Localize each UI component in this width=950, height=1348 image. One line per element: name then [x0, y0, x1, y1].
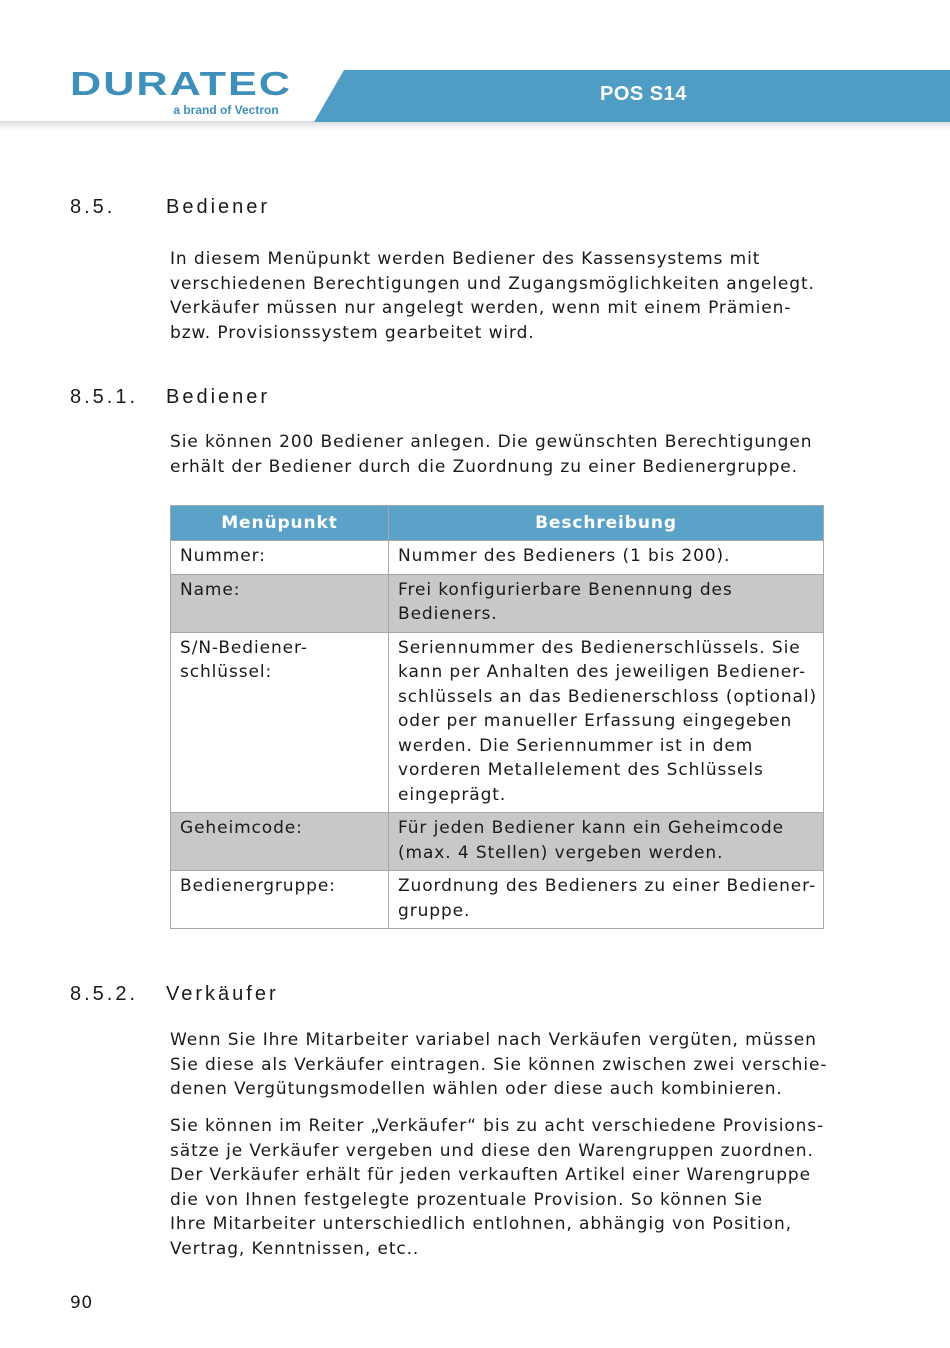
header-shadow [0, 121, 950, 130]
logo-wordmark: DURATEC [70, 68, 292, 100]
section-heading-8-5 [70, 196, 270, 219]
section-number: 8.5. [70, 196, 116, 218]
table-row [171, 541, 824, 575]
duratec-logo-graphic [70, 68, 296, 100]
text-line: Name: [180, 579, 241, 600]
table-header-row [171, 506, 824, 541]
row-description [389, 813, 824, 871]
text-line: Sie können 200 Bediener anlegen. Die gewünschten Berechtigungen [170, 432, 813, 452]
text-line: Wenn Sie Ihre Mitarbeiter variabel nach Verkäufen vergüten, müssen [170, 1030, 817, 1050]
text-line: Verkäufer müssen nur angelegt werden, wenn mit einem Prämien- [170, 298, 792, 318]
text-line: Bedieners. [398, 604, 498, 624]
section-number: 8.5.2. [70, 983, 139, 1005]
text-line: vorderen Metallelement des Schlüssels [398, 760, 764, 780]
menu-table [170, 505, 824, 929]
text-line: die von Ihnen festgelegte prozentuale Provision. So können Sie [170, 1189, 763, 1210]
text-line: kann per Anhalten des jeweiligen Bediener- [398, 662, 806, 682]
table-row [171, 574, 824, 632]
section-title: Verkäufer [166, 983, 279, 1005]
column-header-beschreibung: Beschreibung [389, 506, 824, 541]
text-line: (max. 4 Stellen) vergeben werden. [398, 842, 724, 863]
text-line: Der Verkäufer erhält für jeden verkauften Artikel einer Warengruppe [170, 1165, 811, 1185]
text-line: Sie diese als Verkäufer eintragen. Sie können zwischen zwei verschie- [170, 1054, 828, 1075]
row-label [171, 574, 389, 632]
text-line: Sie können im Reiter „Verkäufer“ bis zu acht verschiedene Provisions- [170, 1116, 825, 1136]
row-label [171, 813, 389, 871]
section-heading-8-5-1 [70, 386, 270, 409]
table-row [171, 813, 824, 871]
text-line: Ihre Mitarbeiter unterschiedlich entlohnen, abhängig von Position, [170, 1214, 792, 1234]
text-line: erhält der Bediener durch die Zuordnung zu einer Bedienergruppe. [170, 456, 798, 477]
section-number: 8.5.1. [70, 386, 139, 408]
text-line: Vertrag, Kenntnissen, etc.. [170, 1238, 420, 1259]
section-title: Bediener [166, 386, 271, 408]
row-label [171, 541, 389, 575]
text-line: Bedienergruppe: [180, 876, 336, 896]
text-line: gruppe. [398, 900, 471, 921]
row-description [389, 574, 824, 632]
text-line: denen Vergütungsmodellen wählen oder diese auch kombinieren. [170, 1079, 783, 1099]
section-8-5-2-paragraph-2 [170, 1114, 830, 1261]
row-description [389, 632, 824, 813]
text-line: Seriennummer des Bedienerschlüssels. Sie [398, 637, 801, 658]
logo-tagline: a brand of Vectron [173, 103, 279, 117]
row-label [171, 632, 389, 813]
text-line: werden. Die Seriennummer ist in dem [398, 735, 754, 756]
section-8-5-paragraph [170, 247, 830, 345]
text-line: schlüssels an das Bedienerschloss (optional) [398, 686, 817, 707]
text-line: Nummer des Bedieners (1 bis 200). [398, 546, 731, 566]
table-row [171, 871, 824, 929]
text-line: verschiedenen Berechtigungen und Zugangsmöglichkeiten angelegt. [170, 273, 815, 294]
row-description [389, 541, 824, 575]
page-number: 90 [70, 1293, 93, 1313]
table-row [171, 632, 824, 813]
section-8-5-1-paragraph [170, 430, 830, 479]
section-title: Bediener [166, 196, 271, 218]
section-heading-8-5-2 [70, 983, 279, 1006]
text-line: schlüssel: [180, 662, 273, 682]
text-line: Zuordnung des Bedieners zu einer Bediener- [398, 876, 816, 896]
section-8-5-2-paragraph-1 [170, 1028, 830, 1102]
text-line: Für jeden Bediener kann ein Geheimcode [398, 818, 784, 838]
text-line: eingeprägt. [398, 784, 507, 805]
text-line: In diesem Menüpunkt werden Bediener des Kassensystems mit [170, 249, 761, 269]
row-description [389, 871, 824, 929]
duratec-logo [70, 68, 296, 118]
text-line: Nummer: [180, 546, 266, 566]
text-line: bzw. Provisionssystem gearbeitet wird. [170, 322, 535, 343]
text-line: S/N-Bediener- [180, 637, 308, 658]
text-line: oder per manueller Erfassung eingegeben [398, 711, 793, 731]
text-line: Geheimcode: [180, 818, 303, 838]
product-title: POS S14 [600, 83, 687, 105]
text-line: sätze je Verkäufer vergeben und diese den Warengruppen zuordnen. [170, 1140, 814, 1161]
text-line: Frei konfigurierbare Benennung des [398, 579, 733, 600]
page-header [0, 0, 950, 130]
column-header-menupunkt: Menüpunkt [171, 506, 389, 541]
row-label [171, 871, 389, 929]
